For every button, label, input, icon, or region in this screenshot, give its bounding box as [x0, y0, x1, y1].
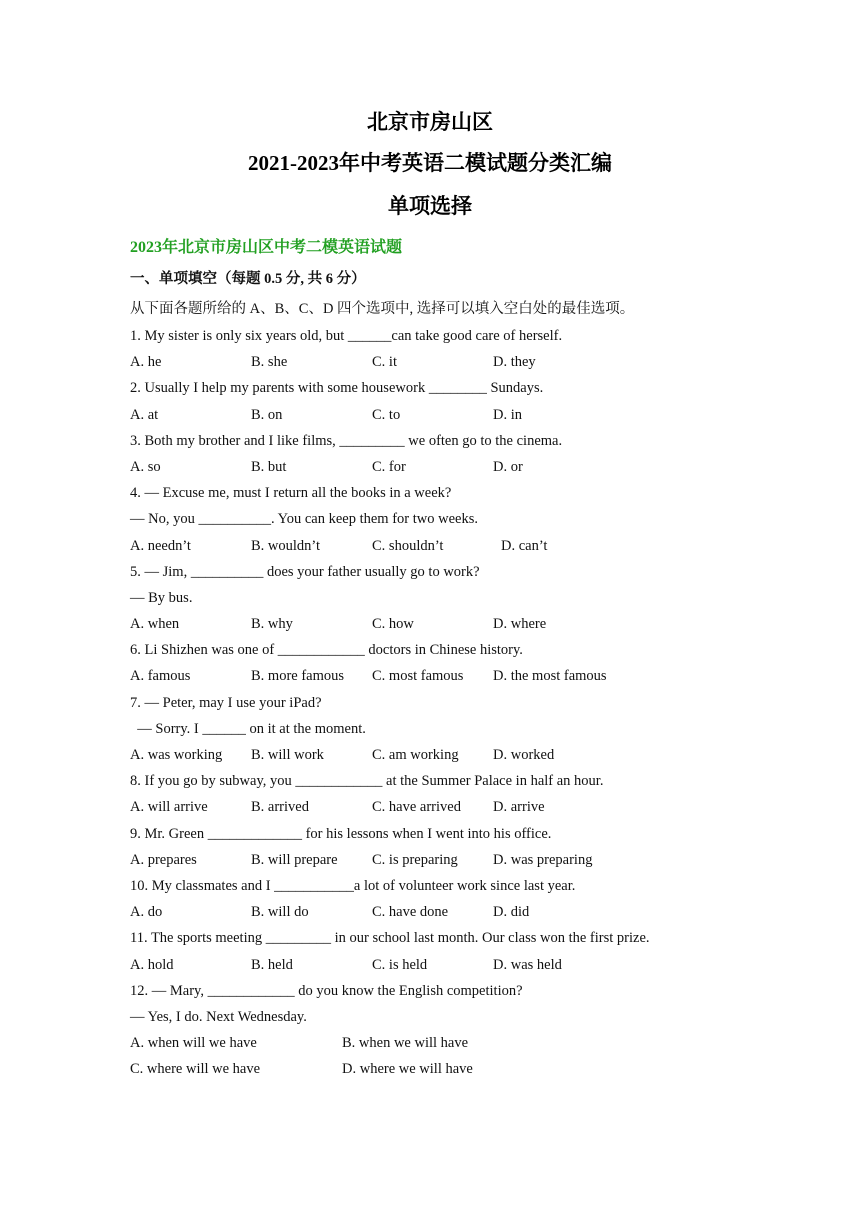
answer-option[interactable]: B. arrived [251, 799, 309, 816]
options-row [130, 1030, 830, 1056]
answer-option[interactable]: A. prepares [130, 851, 197, 868]
answer-option[interactable]: A. at [130, 406, 159, 423]
question-stem: 1. My sister is only six years old, but ______can take good care of herself. [130, 328, 563, 344]
options-row [130, 349, 830, 375]
answer-option[interactable]: D. or [493, 458, 523, 475]
exam-subtitle: 2023年北京市房山区中考二模英语试题 [130, 239, 403, 256]
options-row [130, 847, 830, 873]
answer-option[interactable]: A. when [130, 616, 180, 633]
region-title: 北京市房山区 [367, 110, 493, 134]
answer-option[interactable]: A. needn’t [130, 537, 191, 554]
options-row [130, 899, 830, 925]
instruction-text: 从下面各题所给的 A、B、C、D 四个选项中, 选择可以填入空白处的最佳选项。 [130, 301, 635, 317]
question-stem: 8. If you go by subway, you ____________ at the Summer Palace in half an hour. [130, 773, 604, 790]
question-dialogue-line: — No, you __________. You can keep them for two weeks. [130, 511, 478, 528]
options-row [130, 794, 830, 820]
question-dialogue-line: — Yes, I do. Next Wednesday. [130, 1008, 307, 1025]
answer-option[interactable]: A. he [130, 354, 162, 371]
options-row [130, 533, 830, 559]
options-row [130, 402, 830, 428]
answer-option[interactable]: D. where we will have [342, 1061, 473, 1078]
options-row [130, 663, 830, 689]
answer-option[interactable]: A. so [130, 458, 161, 475]
question-stem: 11. The sports meeting _________ in our school last month. Our class won the first prize. [130, 930, 650, 947]
answer-option[interactable]: B. when we will have [342, 1035, 469, 1052]
answer-option[interactable]: D. in [493, 406, 522, 423]
answer-option[interactable]: B. on [251, 406, 283, 423]
answer-option[interactable]: C. shouldn’t [372, 537, 444, 554]
answer-option[interactable]: D. can’t [501, 537, 548, 554]
question-stem: 9. Mr. Green _____________ for his lessons when I went into his office. [130, 825, 552, 842]
answer-option[interactable]: B. more famous [251, 668, 345, 685]
answer-option[interactable]: A. do [130, 904, 163, 921]
answer-option[interactable]: C. is held [372, 956, 428, 973]
answer-option[interactable]: C. most famous [372, 668, 464, 685]
answer-option[interactable]: B. will do [251, 904, 309, 921]
question-stem: 5. — Jim, __________ does your father usually go to work? [130, 563, 480, 580]
options-row [130, 1056, 830, 1082]
answer-option[interactable]: D. was held [493, 956, 562, 973]
answer-option[interactable]: B. will prepare [251, 851, 338, 868]
answer-option[interactable]: B. held [251, 956, 293, 973]
answer-option[interactable]: A. will arrive [130, 799, 208, 816]
answer-option[interactable]: D. they [493, 354, 536, 371]
answer-option[interactable]: C. where will we have [130, 1061, 261, 1078]
answer-option[interactable]: A. hold [130, 956, 174, 973]
answer-option[interactable]: C. have done [372, 904, 449, 921]
question-stem: 10. My classmates and I ___________a lot of volunteer work since last year. [130, 877, 576, 894]
answer-option[interactable]: D. was preparing [493, 851, 593, 868]
question-dialogue-line: — By bus. [130, 589, 193, 606]
answer-option[interactable]: C. have arrived [372, 799, 461, 816]
options-row [130, 952, 830, 978]
question-list [130, 323, 830, 1082]
answer-option[interactable]: B. she [251, 354, 288, 371]
answer-option[interactable]: D. worked [493, 747, 555, 763]
question-stem: 3. Both my brother and I like films, _________ we often go to the cinema. [130, 432, 563, 449]
answer-option[interactable]: C. is preparing [372, 851, 458, 868]
answer-option[interactable]: A. when will we have [130, 1035, 257, 1052]
answer-option[interactable]: A. famous [130, 668, 191, 685]
question-stem: 6. Li Shizhen was one of ____________ doctors in Chinese history. [130, 642, 523, 659]
question-dialogue-line: — Sorry. I ______ on it at the moment. [130, 720, 366, 737]
answer-option[interactable]: C. how [372, 616, 414, 633]
answer-option[interactable]: C. it [372, 354, 397, 371]
question-stem: 2. Usually I help my parents with some housework ________ Sundays. [130, 380, 544, 397]
answer-option[interactable]: C. for [372, 458, 406, 475]
answer-option[interactable]: B. will work [251, 747, 324, 763]
options-row [130, 611, 830, 637]
answer-option[interactable]: D. where [493, 616, 547, 633]
answer-option[interactable]: D. did [493, 904, 530, 921]
answer-option[interactable]: D. the most famous [493, 668, 607, 685]
answer-option[interactable]: B. why [251, 616, 293, 633]
answer-option[interactable]: C. am working [372, 747, 459, 763]
question-stem: 4. — Excuse me, must I return all the books in a week? [130, 485, 452, 502]
answer-option[interactable]: B. but [251, 458, 287, 475]
answer-option[interactable]: D. arrive [493, 799, 545, 816]
collection-title: 2021-2023年中考英语二模试题分类汇编 [248, 151, 612, 175]
answer-option[interactable]: C. to [372, 406, 401, 423]
section-title: 一、单项填空（每题 0.5 分, 共 6 分） [130, 271, 366, 287]
question-stem: 12. — Mary, ____________ do you know the English competition? [130, 982, 523, 999]
topic-title: 单项选择 [388, 194, 472, 218]
question-stem: 7. — Peter, may I use your iPad? [130, 694, 322, 711]
options-row [130, 454, 830, 480]
answer-option[interactable]: A. was working [130, 747, 223, 763]
answer-option[interactable]: B. wouldn’t [251, 537, 321, 554]
options-row [130, 742, 830, 768]
